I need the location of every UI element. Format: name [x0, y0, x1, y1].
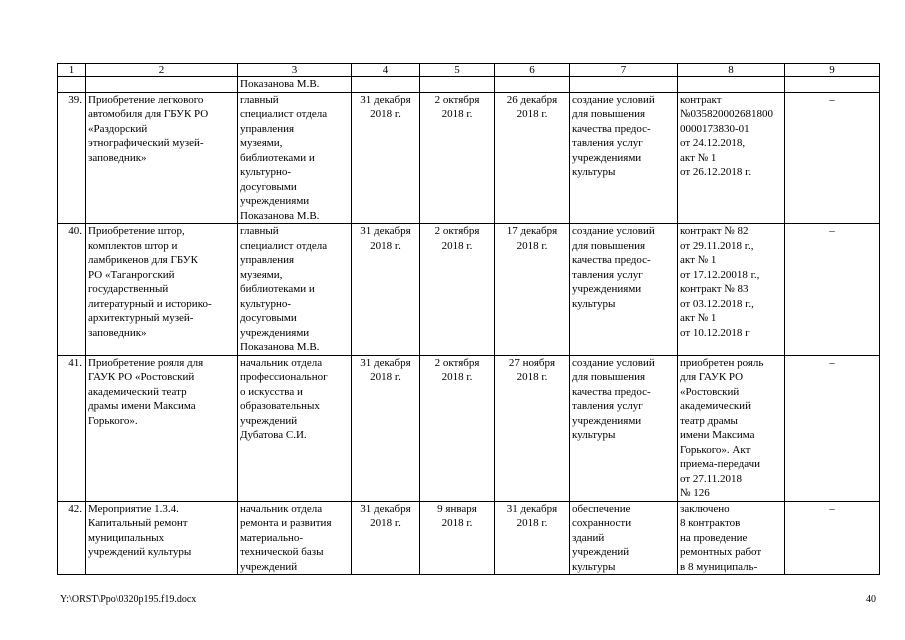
- expected-result-cell: [570, 92, 678, 224]
- cell-line: обеспечение: [572, 502, 631, 515]
- event-name-cell: [86, 92, 238, 224]
- cell-line: 17 декабря: [506, 225, 558, 237]
- cell-line: 2018 г.: [441, 371, 473, 383]
- header-cell-4: 4: [352, 64, 420, 77]
- cell-line: № 126: [680, 487, 710, 499]
- row-number: 39.: [58, 92, 86, 224]
- cell-line: РО «Таганрогский: [88, 268, 175, 281]
- continued-cell-7: [570, 77, 678, 93]
- header-row: [58, 64, 880, 77]
- cell-line: главный: [240, 225, 279, 237]
- table-row: [58, 501, 880, 575]
- cell-line: 2 октября: [434, 93, 480, 106]
- cell-line: библиотеками и: [240, 151, 315, 164]
- end-date-cell: [495, 501, 570, 575]
- cell-line: этнографический музей-: [88, 137, 204, 149]
- cell-line: 31 декабря: [360, 356, 411, 369]
- cell-line: от 24.12.2018,: [680, 137, 746, 149]
- cell-line: акт № 1: [680, 312, 717, 324]
- cell-line: драмы имени Максима: [88, 400, 196, 412]
- cell-line: заповедник»: [88, 326, 147, 339]
- continued-cell-9: [785, 77, 880, 93]
- continued-cell-4: [352, 77, 420, 93]
- cell-line: от 29.11.2018 г.,: [680, 239, 754, 252]
- notes-cell: –: [785, 355, 880, 501]
- cell-line: учреждениями: [240, 195, 310, 207]
- responsible-cell: [238, 355, 352, 501]
- cell-line: специалист отдела: [240, 108, 328, 120]
- cell-line: Мероприятие 1.3.4.: [88, 502, 179, 515]
- cell-line: 2018 г.: [370, 108, 401, 120]
- responsible-cell: [238, 224, 352, 356]
- cell-line: специалист отдела: [240, 239, 328, 252]
- end-date-cell: [495, 355, 570, 501]
- notes-cell: –: [785, 92, 880, 224]
- cell-line: от 26.12.2018 г.: [680, 166, 752, 178]
- cell-line: №035820002681800: [680, 108, 773, 120]
- cell-line: тавления услуг: [572, 137, 643, 149]
- cell-line: 0000173830-01: [680, 122, 750, 135]
- cell-line: Горького».: [88, 414, 138, 427]
- cell-line: культурно-: [240, 166, 292, 178]
- cell-line: в 8 муниципаль-: [680, 560, 758, 573]
- actual-result-cell: [678, 501, 785, 575]
- cell-line: учреждений: [572, 546, 630, 558]
- cell-line: учреждениями: [240, 326, 310, 339]
- cell-line: контракт № 82: [680, 225, 749, 237]
- cell-line: Показанова М.В.: [240, 341, 320, 353]
- cell-line: учреждениями: [572, 151, 642, 164]
- cell-line: Дубатова С.И.: [240, 429, 307, 441]
- cell-line: на проведение: [680, 531, 748, 544]
- cell-line: 26 декабря: [506, 93, 558, 106]
- cell-line: ламбрикенов для ГБУК: [88, 254, 198, 266]
- report-table: [57, 63, 880, 575]
- cell-line: музеями,: [240, 137, 283, 149]
- cell-line: материально-: [240, 531, 304, 544]
- row-number: 41.: [58, 355, 86, 501]
- cell-line: учреждений культуры: [88, 546, 192, 558]
- cell-line: Приобретение рояля для: [88, 356, 204, 369]
- table-row: [58, 224, 880, 356]
- header-cell-9: 9: [785, 64, 880, 77]
- cell-line: автомобиля для ГБУК РО: [88, 108, 209, 120]
- start-date-cell: [420, 224, 495, 356]
- cell-line: 9 января: [437, 502, 477, 515]
- cell-line: управления: [240, 122, 295, 135]
- cell-line: 2018 г.: [441, 239, 473, 252]
- cell-line: заключено: [680, 502, 730, 515]
- cell-line: библиотеками и: [240, 283, 315, 295]
- header-cell-2: 2: [86, 64, 238, 77]
- cell-line: «Ростовский: [680, 385, 740, 398]
- cell-line: досуговыми: [240, 312, 297, 324]
- table-row: [58, 355, 880, 501]
- cell-line: 2018 г.: [516, 371, 548, 383]
- cell-line: академический театр: [88, 385, 187, 398]
- cell-line: 31 декабря: [360, 502, 411, 515]
- responsible-cell: [238, 501, 352, 575]
- cell-line: театр драмы: [680, 414, 738, 427]
- cell-line: культуры: [572, 560, 616, 573]
- cell-line: культуры: [572, 297, 616, 310]
- cell-line: образовательных: [240, 400, 320, 412]
- cell-line: Показанова М.В.: [240, 209, 320, 222]
- expected-result-cell: [570, 501, 678, 575]
- cell-line: учреждений: [240, 560, 298, 573]
- cell-line: создание условий: [572, 356, 655, 369]
- expected-result-cell: [570, 355, 678, 501]
- continued-cell-5: [420, 77, 495, 93]
- cell-line: 2018 г.: [370, 517, 401, 529]
- start-date-cell: [420, 501, 495, 575]
- cell-line: от 03.12.2018 г.,: [680, 297, 754, 310]
- cell-line: качества предос-: [572, 122, 651, 135]
- cell-line: ремонтных работ: [680, 546, 762, 558]
- cell-line: для повышения: [572, 239, 646, 252]
- footer-file-path: Y:\ORST\Ppo\0320p195.f19.docx: [60, 594, 197, 605]
- cell-line: 31 декабря: [506, 502, 558, 515]
- actual-result-cell: [678, 92, 785, 224]
- cell-line: о искусства и: [240, 385, 303, 398]
- cell-line: 31 декабря: [360, 225, 411, 237]
- start-date-cell: [420, 92, 495, 224]
- cell-line: от 17.12.20018 г.,: [680, 268, 760, 281]
- cell-line: тавления услуг: [572, 400, 643, 412]
- start-date-cell: [420, 355, 495, 501]
- cell-line: культуры: [572, 429, 616, 441]
- cell-line: учреждениями: [572, 414, 642, 427]
- cell-line: профессиональног: [240, 371, 328, 383]
- cell-line: 27 ноября: [508, 356, 556, 369]
- event-name-cell: [86, 501, 238, 575]
- cell-line: учреждениями: [572, 283, 642, 295]
- cell-line: от 27.11.2018: [680, 472, 743, 485]
- cell-line: начальник отдела: [240, 356, 323, 369]
- cell-line: качества предос-: [572, 385, 651, 398]
- continued-cell-6: [495, 77, 570, 93]
- cell-line: государственный: [88, 283, 169, 295]
- cell-line: культуры: [572, 166, 616, 178]
- planned-date-cell: [352, 92, 420, 224]
- cell-line: заповедник»: [88, 151, 147, 164]
- cell-line: контракт: [680, 93, 722, 106]
- cell-line: акт № 1: [680, 151, 717, 164]
- cell-line: Приобретение легкового: [88, 93, 204, 106]
- cell-line: приобретен рояль: [680, 356, 764, 369]
- header-cell-1: 1: [58, 64, 86, 77]
- cell-line: досуговыми: [240, 180, 297, 193]
- cell-line: Капитальный ремонт: [88, 517, 188, 529]
- notes-cell: –: [785, 224, 880, 356]
- planned-date-cell: [352, 501, 420, 575]
- cell-line: Приобретение штор,: [88, 225, 185, 237]
- row-number: 42.: [58, 501, 86, 575]
- cell-line: сохранности: [572, 517, 632, 529]
- header-cell-5: 5: [420, 64, 495, 77]
- responsible-cell: [238, 92, 352, 224]
- header-cell-6: 6: [495, 64, 570, 77]
- table-row-continued: [58, 77, 880, 93]
- cell-line: ремонта и развития: [240, 517, 332, 529]
- cell-line: главный: [240, 93, 279, 106]
- cell-line: приема-передачи: [680, 458, 761, 470]
- cell-line: зданий: [572, 531, 605, 544]
- continued-cell-8: [678, 77, 785, 93]
- cell-line: качества предос-: [572, 254, 651, 266]
- header-cell-3: 3: [238, 64, 352, 77]
- row-number: 40.: [58, 224, 86, 356]
- cell-line: литературный и историко-: [88, 297, 212, 310]
- cell-line: технической базы: [240, 546, 324, 558]
- planned-date-cell: [352, 355, 420, 501]
- cell-line: 2018 г.: [516, 517, 548, 529]
- cell-line: для ГАУК РО: [680, 371, 744, 383]
- cell-line: ГАУК РО «Ростовский: [88, 371, 195, 383]
- cell-line: 2018 г.: [516, 239, 548, 252]
- footer-page-number: 40: [866, 594, 876, 605]
- event-name-cell: [86, 224, 238, 356]
- cell-line: контракт № 83: [680, 283, 749, 295]
- table-body: [58, 64, 880, 575]
- cell-line: 2 октября: [434, 225, 480, 237]
- cell-line: имени Максима: [680, 429, 755, 441]
- cell-line: управления: [240, 254, 295, 266]
- continued-cell-2: [86, 77, 238, 93]
- cell-line: 31 декабря: [360, 93, 411, 106]
- cell-line: от 10.12.2018 г: [680, 326, 750, 339]
- actual-result-cell: [678, 355, 785, 501]
- cell-line: акт № 1: [680, 254, 717, 266]
- cell-line: «Раздорский: [88, 122, 148, 135]
- cell-line: архитектурный музей-: [88, 312, 194, 324]
- notes-cell: –: [785, 501, 880, 575]
- cell-line: учреждений: [240, 414, 298, 427]
- table-row: [58, 92, 880, 224]
- end-date-cell: [495, 92, 570, 224]
- continued-cell-3: Показанова М.В.: [238, 77, 352, 93]
- cell-line: музеями,: [240, 268, 283, 281]
- cell-line: тавления услуг: [572, 268, 643, 281]
- cell-line: 2 октября: [434, 356, 480, 369]
- expected-result-cell: [570, 224, 678, 356]
- cell-line: 2018 г.: [370, 371, 401, 383]
- cell-line: 2018 г.: [516, 108, 548, 120]
- cell-line: муниципальных: [88, 531, 165, 544]
- cell-line: 2018 г.: [441, 108, 473, 120]
- cell-line: Горького». Акт: [680, 443, 751, 456]
- cell-line: 2018 г.: [441, 517, 473, 529]
- cell-line: для повышения: [572, 371, 646, 383]
- end-date-cell: [495, 224, 570, 356]
- header-cell-8: 8: [678, 64, 785, 77]
- header-cell-7: 7: [570, 64, 678, 77]
- actual-result-cell: [678, 224, 785, 356]
- cell-line: создание условий: [572, 225, 655, 237]
- cell-line: академический: [680, 400, 751, 412]
- cell-line: комплектов штор и: [88, 239, 178, 252]
- planned-date-cell: [352, 224, 420, 356]
- cell-line: начальник отдела: [240, 502, 323, 515]
- cell-line: для повышения: [572, 108, 646, 120]
- event-name-cell: [86, 355, 238, 501]
- cell-line: культурно-: [240, 297, 292, 310]
- continued-cell-1: [58, 77, 86, 93]
- cell-line: 2018 г.: [370, 239, 401, 252]
- cell-line: 8 контрактов: [680, 517, 741, 529]
- cell-line: создание условий: [572, 93, 655, 106]
